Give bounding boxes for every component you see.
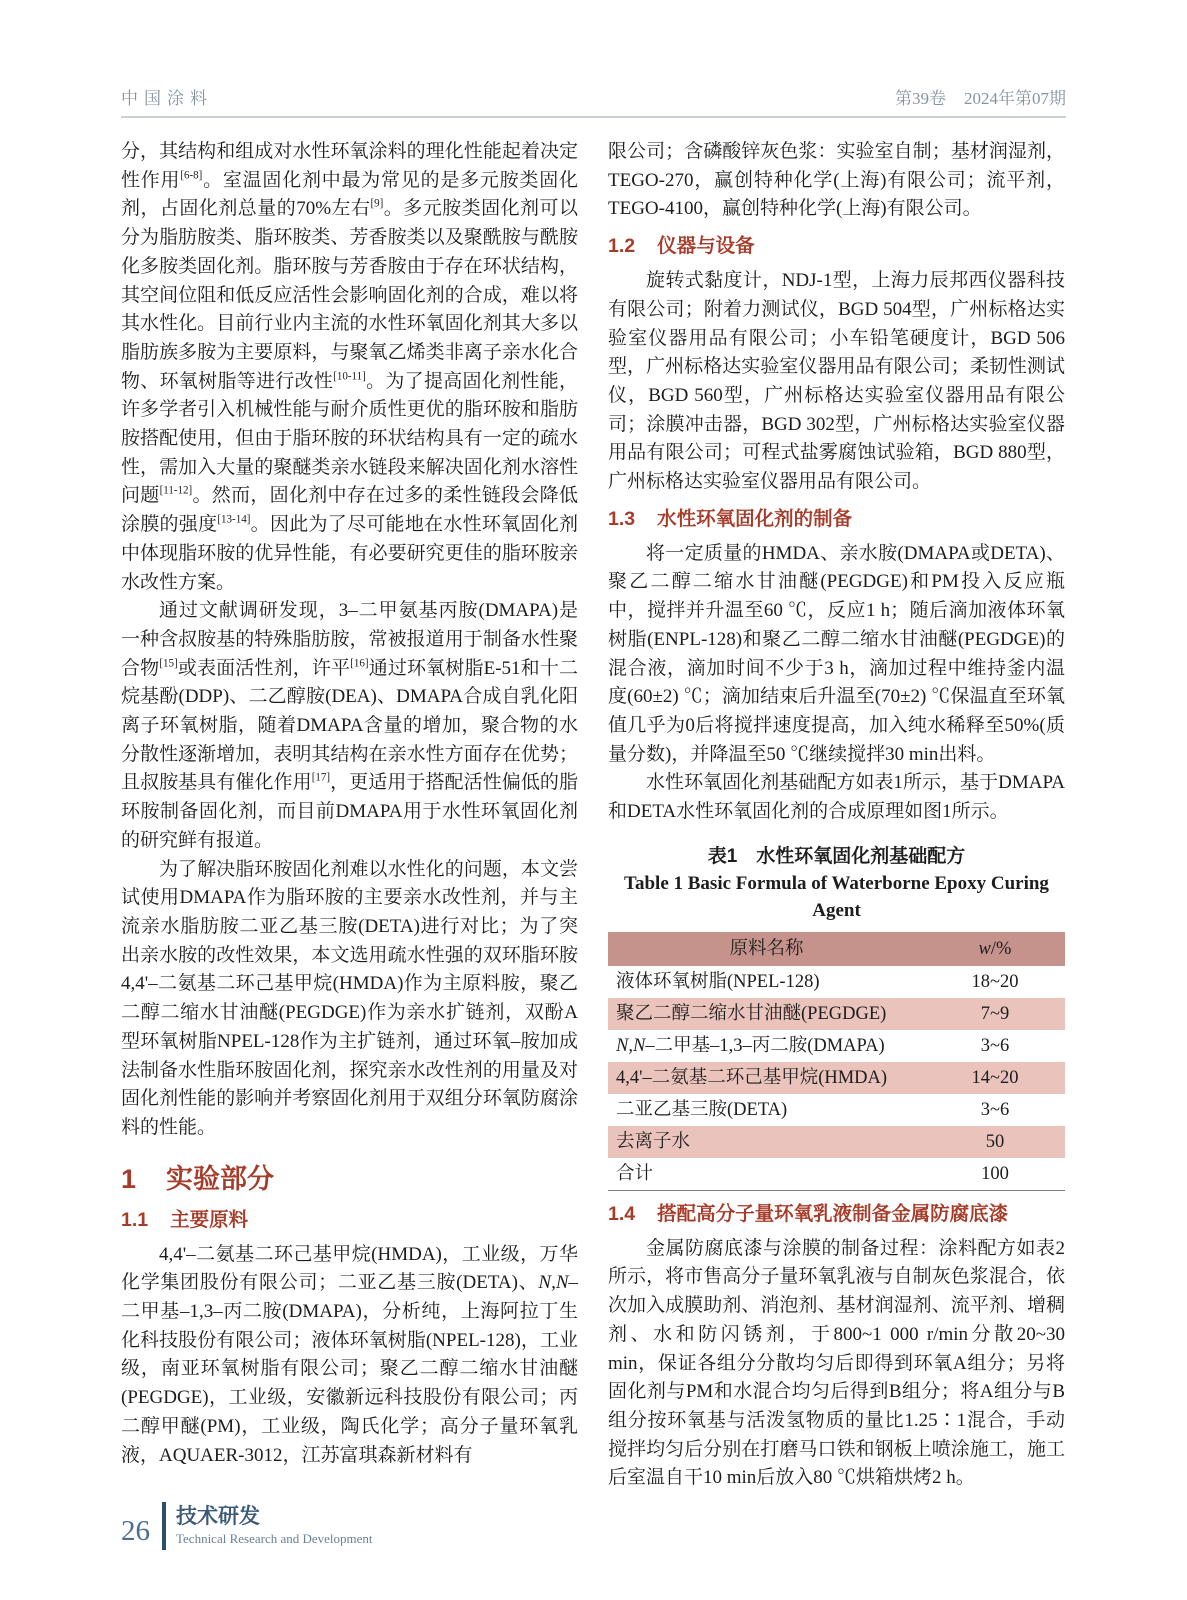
page-footer	[121, 1502, 373, 1550]
paragraph: 通过文献调研发现，3–二甲氨基丙胺(DMAPA)是一种含叔胺基的特殊脂肪胺，常被报道用于制备水性聚合物[15]或表面活性剂，许平[16]通过环氧树脂E-51和十二烷基酚(DDP)、二乙醇胺(DEA)、DMAPA合成自乳化阳离子环氧树脂，随着DMAPA含量的增加，聚合物的水分散性逐渐增加，表明其结构在亲水性方面存在优势；且叔胺基具有催化作用[17]，更适用于搭配活性偏低的脂环胺制备固化剂，而目前DMAPA用于水性环氧固化剂的研究鲜有报道。	[121, 600, 578, 851]
cell-material-name: N,N–二甲基–1,3–丙二胺(DMAPA)	[616, 1035, 885, 1056]
section-title: 搭配高分子量环氧乳液制备金属防腐底漆	[657, 1202, 1009, 1225]
issue-info	[877, 84, 1066, 109]
table-row	[608, 966, 1065, 998]
section-number: 1.1	[121, 1208, 149, 1231]
footer-section-zh: 技术研发	[176, 1505, 260, 1528]
running-head	[121, 0, 1066, 118]
cell-w-percent: 7~9	[980, 1003, 1010, 1024]
table-header	[608, 932, 1065, 966]
footer-section-labels	[176, 1504, 373, 1548]
cell-w-percent: 3~6	[980, 1099, 1010, 1120]
cell-material-name: 去离子水	[616, 1131, 691, 1152]
section-title: 水性环氧固化剂的制备	[657, 507, 853, 530]
paragraph: 4,4'–二氨基二环己基甲烷(HMDA)，工业级，万华化学集团股份有限公司；二亚乙基三胺(DETA)、N,N–二甲基–1,3–丙二胺(DMAPA)，分析纯，上海阿拉丁生化科技股份有限公司；液体环氧树脂(NPEL-128)，工业级，南亚环氧树脂有限公司；聚乙二醇二缩水甘油醚(PEGDGE)，工业级，安徽新远科技股份有限公司；丙二醇甲醚(PM)，工业级，陶氏化学；高分子量环氧乳液，AQUAER-3012，江苏富琪森新材料有	[121, 1243, 578, 1466]
left-column	[121, 138, 578, 1493]
section-heading-1	[121, 1163, 578, 1195]
section-heading-1-4	[608, 1201, 1065, 1228]
paragraph: 旋转式黏度计，NDJ-1型，上海力辰邦西仪器科技有限公司；附着力测试仪，BGD 504型，广州标格达实验室仪器用品有限公司；小车铅笔硬度计，BGD 506型，广州标格达实验室仪器用品有限公司；柔韧性测试仪，BGD 560型，广州标格达实验室仪器用品有限公司；涂膜冲击器，BGD 302型，广州标格达实验室仪器用品有限公司；可程式盐雾腐蚀试验箱，BGD 880型，广州标格达实验室仪器用品有限公司。	[608, 270, 1065, 493]
section-number: 1.2	[608, 235, 636, 258]
section-heading-1-3	[608, 506, 1065, 533]
table-row	[608, 1062, 1065, 1094]
table-row	[608, 1094, 1065, 1126]
issue-label: 2024年第07期	[964, 89, 1066, 108]
section-title: 主要原料	[170, 1208, 249, 1231]
section-heading-1-1	[121, 1207, 578, 1234]
cell-w-percent: 100	[925, 1158, 1065, 1191]
table-row	[608, 998, 1065, 1030]
paragraph: 限公司；含磷酸锌灰色浆：实验室自制；基材润湿剂，TEGO-270，赢创特种化学(上海)有限公司；流平剂，TEGO-4100，赢创特种化学(上海)有限公司。	[608, 141, 1065, 220]
cell-w-percent: 14~20	[971, 1067, 1019, 1088]
paragraph: 水性环氧固化剂基础配方如表1所示，基于DMAPA和DETA水性环氧固化剂的合成原理如图1所示。	[608, 772, 1065, 823]
table-header-row	[608, 932, 1065, 966]
paragraph: 为了解决脂环胺固化剂难以水性化的问题，本文尝试使用DMAPA作为脂环胺的主要亲水改性剂，并与主流亲水脂肪胺二亚乙基三胺(DETA)进行对比；为了突出亲水胺的改性效果，本文选用疏水性强的双环脂环胺4,4'–二氨基二环己基甲烷(HMDA)作为主原料胺，聚乙二醇二缩水甘油醚(PEGDGE)作为亲水扩链剂，双酚A型环氧树脂NPEL-128作为主扩链剂，通过环氧–胺加成法制备水性脂环胺固化剂，探究亲水改性剂的用量及对固化剂性能的影响并考察固化剂用于双组分环氧防腐涂料的性能。	[121, 858, 578, 1138]
cell-w-percent: 50	[985, 1131, 1005, 1152]
right-column	[608, 138, 1065, 1493]
cell-material-name: 聚乙二醇二缩水甘油醚(PEGDGE)	[616, 1003, 887, 1024]
section-title: 仪器与设备	[657, 235, 755, 258]
table-row	[608, 1126, 1065, 1158]
footer-divider-bar	[162, 1502, 166, 1550]
table-row	[608, 1030, 1065, 1062]
section-heading-1-2	[608, 233, 1065, 260]
cell-material-name: 合计	[608, 1158, 925, 1191]
table-body	[608, 966, 1065, 1191]
section-title: 实验部分	[166, 1163, 275, 1194]
column-header-wpercent: w/%	[925, 932, 1065, 966]
volume-label: 第39卷	[895, 89, 946, 108]
cell-material-name: 二亚乙基三胺(DETA)	[616, 1099, 788, 1120]
cell-material-name: 液体环氧树脂(NPEL-128)	[616, 971, 820, 992]
cell-w-percent: 3~6	[980, 1035, 1010, 1056]
formula-table	[608, 932, 1065, 1191]
paragraph: 将一定质量的HMDA、亲水胺(DMAPA或DETA)、聚乙二醇二缩水甘油醚(PEGDGE)和PM投入反应瓶中，搅拌并升温至60 ℃，反应1 h；随后滴加液体环氧树脂(ENPL-128)和聚乙二醇二缩水甘油醚(PEGDGE)的混合液，滴加时间不少于3 h，滴加过程中维持釜内温度(60±2) ℃；滴加结束后升温至(70±2) ℃保温直至环氧值几乎为0后将搅拌速度提高，加入纯水稀释至50%(质量分数)，并降温至50 ℃继续搅拌30 min出料。	[608, 542, 1065, 765]
page-number: 26	[121, 1514, 150, 1547]
table-row	[608, 1158, 1065, 1191]
paragraph: 分，其结构和组成对水性环氧涂料的理化性能起着决定性作用[6-8]。室温固化剂中最为常见的是多元胺类固化剂，占固化剂总量的70%左右[9]。多元胺类固化剂可以分为脂肪胺类、脂环胺类、芳香胺类以及聚酰胺与酰胺化多胺类固化剂。脂环胺与芳香胺由于存在环状结构，其空间位阻和低反应活性会影响固化剂的合成，难以将其水性化。目前行业内主流的水性环氧固化剂其大多以脂肪族多胺为主要原料，与聚氧乙烯类非离子亲水化合物、环氧树脂等进行改性[10-11]。为了提高固化剂性能，许多学者引入机械性能与耐介质性更优的脂环胺和脂肪胺搭配使用，但由于脂环胺的环状结构具有一定的疏水性，需加入大量的聚醚类亲水链段来解决固化剂水溶性问题[11-12]。然而，固化剂中存在过多的柔性链段会降低涂膜的强度[13-14]。因此为了尽可能地在水性环氧固化剂中体现脂环胺的优异性能，有必要研究更佳的脂环胺亲水改性方案。	[121, 141, 578, 593]
section-number: 1.3	[608, 507, 636, 530]
paragraph: 金属防腐底漆与涂膜的制备过程：涂料配方如表2所示，将市售高分子量环氧乳液与自制灰色浆混合，依次加入成膜助剂、消泡剂、基材润湿剂、流平剂、增稠剂、水和防闪锈剂，于800~1 000 r/min分散20~30 min，保证各组分分散均匀后即得到环氧A组分；另将固化剂与PM和水混合均匀后得到B组分；将A组分与B组分按环氧基与活泼氢物质的量比1.25∶1混合，手动搅拌均匀后分别在打磨马口铁和钢板上喷涂施工，施工后室温自干10 min后放入80 ℃烘箱烘烤2 h。	[608, 1237, 1065, 1489]
table-caption-en: Table 1 Basic Formula of Waterborne Epoxy Curing Agent	[624, 872, 1049, 921]
two-column-body	[121, 138, 1066, 1493]
footer-section-en: Technical Research and Development	[176, 1531, 373, 1546]
journal-title: 中国涂料	[121, 89, 213, 108]
table-caption-zh: 表1 水性环氧固化剂基础配方	[707, 845, 966, 867]
section-number: 1.4	[608, 1202, 636, 1225]
table-1-block	[608, 843, 1065, 1191]
cell-w-percent: 18~20	[971, 971, 1019, 992]
section-number: 1	[121, 1163, 137, 1194]
cell-material-name: 4,4'–二氨基二环己基甲烷(HMDA)	[616, 1067, 888, 1088]
column-header-material: 原料名称	[608, 932, 925, 966]
